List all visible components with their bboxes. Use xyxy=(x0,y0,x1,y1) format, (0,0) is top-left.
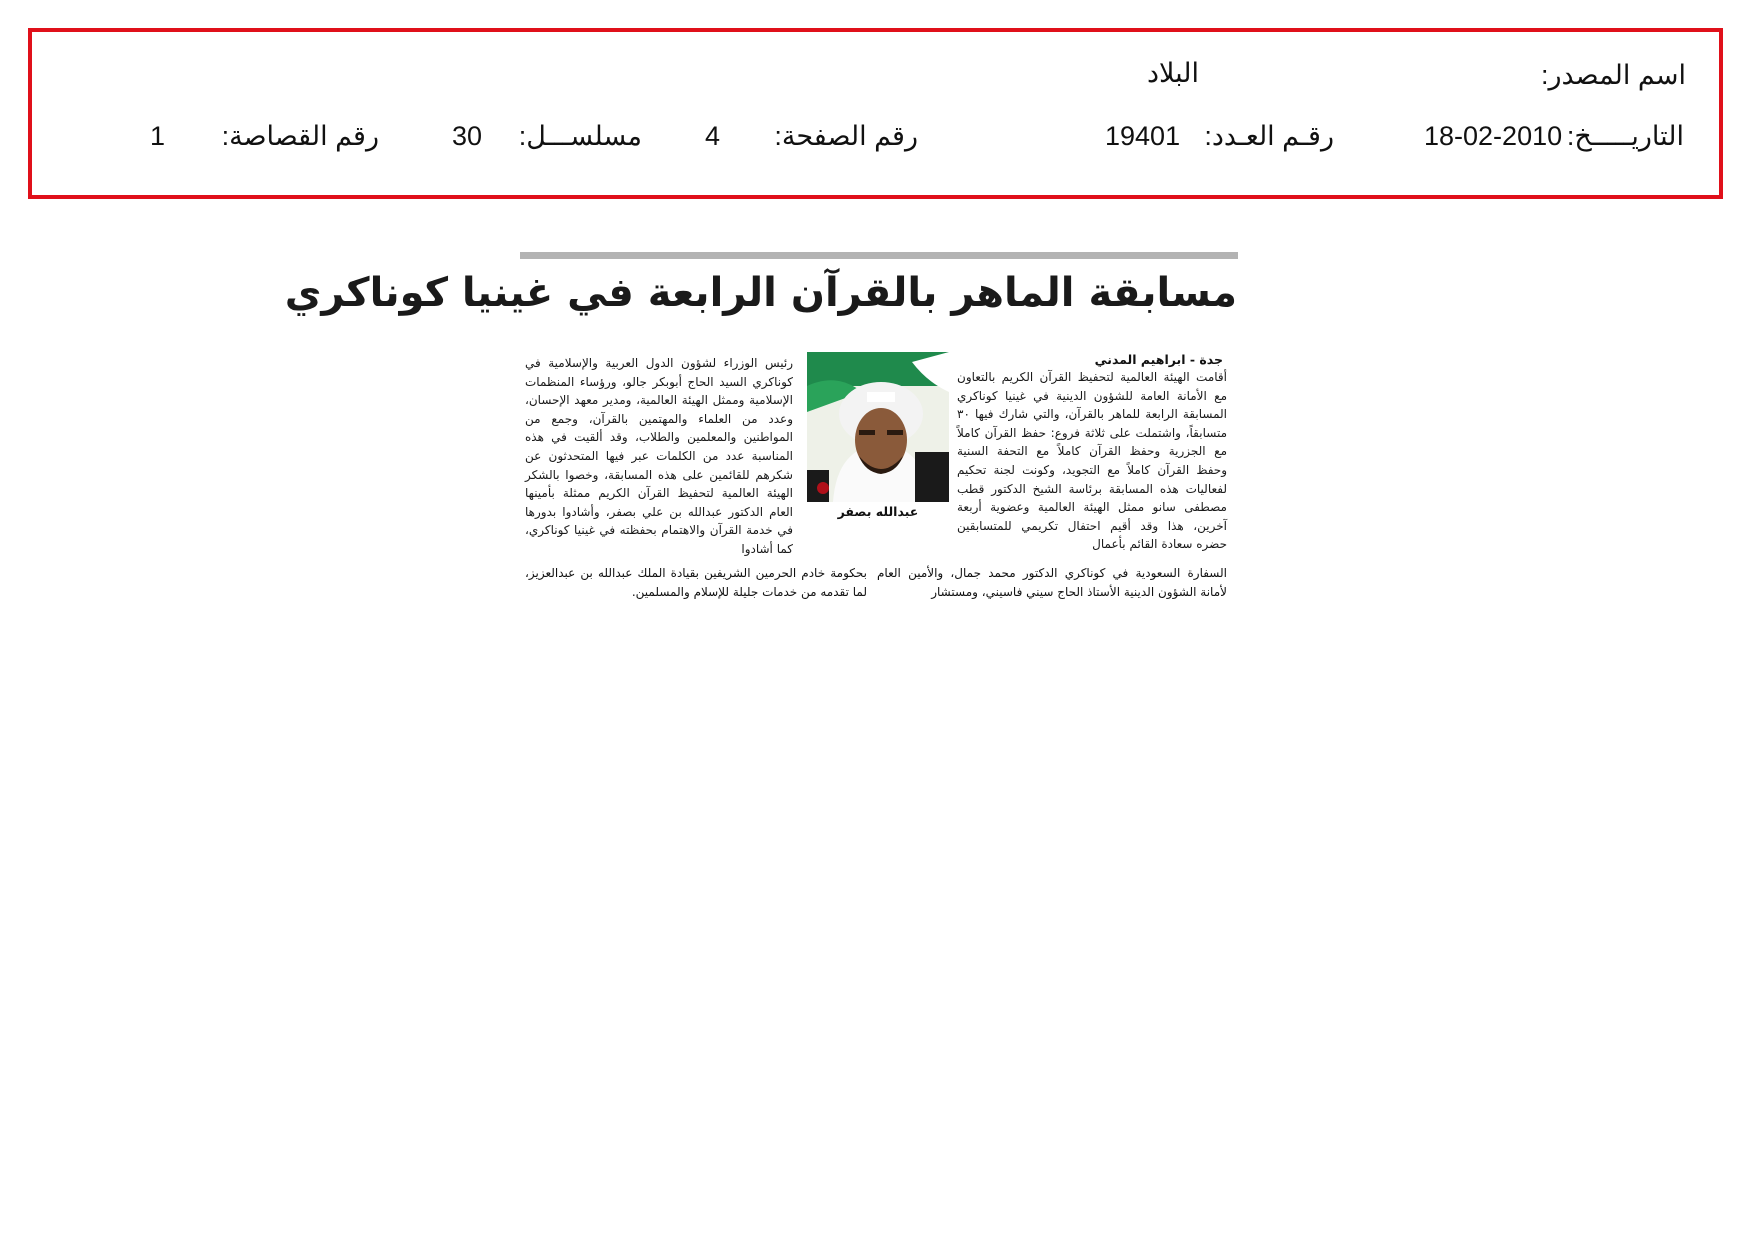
article-column-left xyxy=(525,354,793,559)
article-paragraph-right: أقامت الهيئة العالمية لتحفيظ القرآن الكريم بالتعاون مع الأمانة العامة للشؤون الدينية في غينيا كوناكري المسابقة الرابعة للماهر بالقرآن، والتي شارك فيها ٣٠ متسابقاً، واشتملت على ثلاثة فروع: حفظ القرآن كاملاً مع الجزرية وحفظ القرآن كاملاً مع التحفة السنية وحفظ القرآن كاملاً مع التجويد، وكونت لجنة تحكيم لفعاليات هذه المسابقة برئاسة الشيخ الدكتور قطب مصطفى سانو ممثل الهيئة العالمية وعضوية أربعة آخرين، هذا وقد أقيم احتفال تكريمي للمتسابقين حضره سعادة القائم بأعمال xyxy=(957,370,1227,552)
article-column-right xyxy=(957,368,1227,554)
newspaper-clipping xyxy=(284,248,1245,610)
article-tail-left: بحكومة خادم الحرمين الشريفين بقيادة الملك عبدالله بن عبدالعزيز، لما تقدمه من خدمات جليلة للإسلام والمسلمين. xyxy=(525,566,867,599)
serial-label: مسلســـل: xyxy=(518,121,642,151)
page-label: رقم الصفحة: xyxy=(774,121,918,151)
source-value: البلاد xyxy=(1146,58,1199,88)
article-byline: جدة - ابراهيم المدني xyxy=(1094,352,1223,367)
issue-label: رقـم العـدد: xyxy=(1204,121,1334,151)
portrait-photo xyxy=(807,352,949,502)
article-paragraph-left: رئيس الوزراء لشؤون الدول العربية والإسلامية في كوناكري السيد الحاج أبوبكر جالو، ورؤساء المنظمات الإسلامية وممثل الهيئة العالمية، ومدير معهد الإحسان، وعدد من العلماء والمهتمين بالقرآن، وجمع من المواطنين والمعلمين والطلاب، وقد ألقيت في هذه المناسبة عدد من الكلمات عبر فيها المتحدثون عن شكرهم للقائمين على هذه المسابقة، وخصوا بالشكر الهيئة العالمية لتحفيظ القرآن الكريم ممثلة بأمينها العام الدكتور عبدالله بن علي بصفر، وأشادوا بدورها في خدمة القرآن والاهتمام بحفظته في غينيا كوناكري، كما أشادوا xyxy=(525,356,793,556)
svg-text:ه: ه xyxy=(935,361,944,380)
serial-value: 30 xyxy=(452,121,483,151)
date-label: التاريـــــخ: xyxy=(1566,121,1684,151)
article-headline: مسابقة الماهر بالقرآن الرابعة في غينيا كوناكري xyxy=(284,270,1237,316)
clipping-value: 1 xyxy=(150,121,166,151)
article-tail-right: السفارة السعودية في كوناكري الدكتور محمد جمال، والأمين العام لأمانة الشؤون الدينية الأستاذ الحاج سيني فاسيني، ومستشار xyxy=(877,566,1227,599)
source-label: اسم المصدر: xyxy=(1540,60,1686,90)
photo-caption: عبدالله بصفر xyxy=(837,504,919,519)
metadata-box xyxy=(28,28,1723,199)
portrait-illustration xyxy=(807,352,949,502)
top-rule xyxy=(520,252,1238,259)
issue-value: 19401 xyxy=(1105,121,1181,151)
clipping-label: رقم القصاصة: xyxy=(221,121,379,151)
page-value: 4 xyxy=(705,121,721,151)
date-value: 18-02-2010 xyxy=(1424,121,1563,151)
